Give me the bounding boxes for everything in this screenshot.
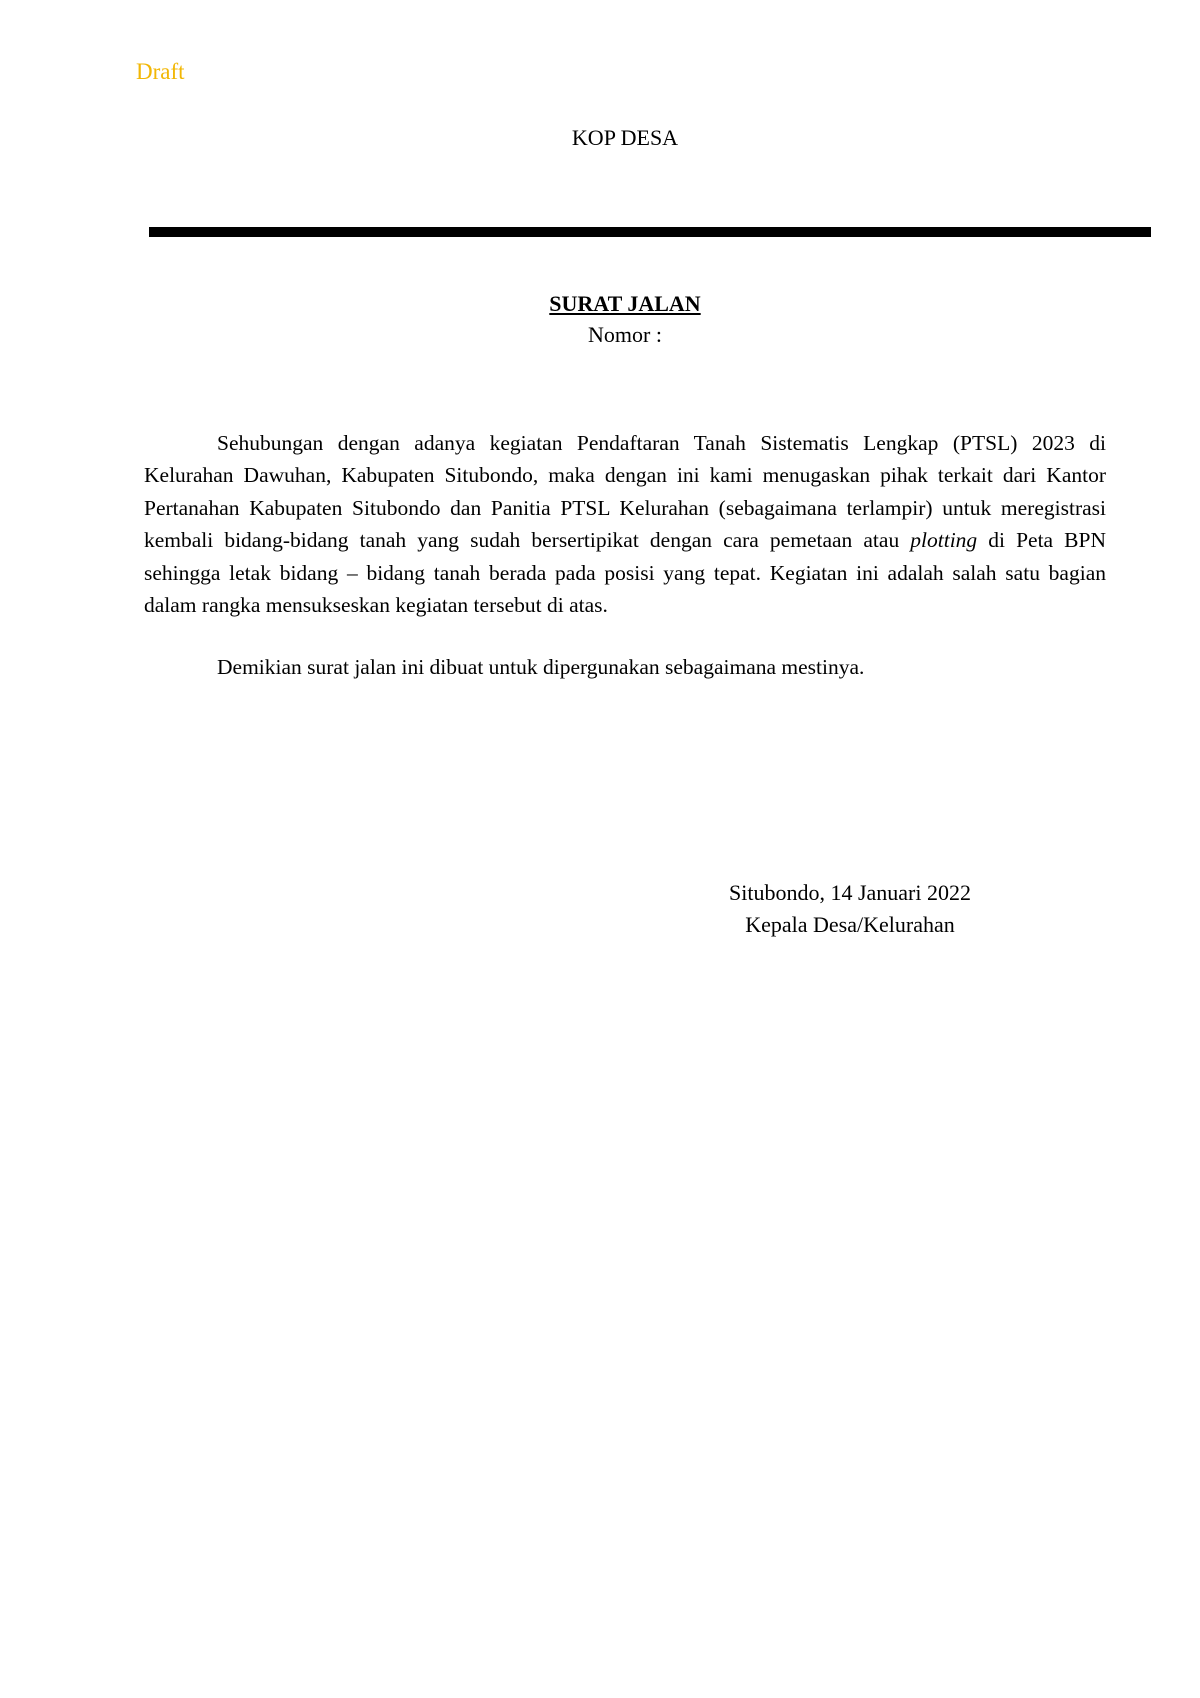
body-paragraph-1 (144, 427, 1106, 621)
letter-title: SURAT JALAN (549, 291, 701, 316)
body-paragraph-2: Demikian surat jalan ini dibuat untuk dipergunakan sebagaimana mestinya. (217, 655, 865, 680)
paragraph-1-text-start: Sehubungan dengan adanya kegiatan Pendaftaran Tanah Sistematis Lengkap (PTSL) 2023 di Kelurahan Dawuhan, Kabupaten Situbondo, maka dengan ini kami menugaskan pihak terkait dari Kantor Pertanahan Kabupaten Situbondo dan Panitia PTSL Kelurahan (sebagaimana terlampir) untuk meregistrasi kembali bidang-bidang tanah yang sudah bersertipikat dengan cara pemetaan atau (144, 431, 1106, 553)
signature-block (700, 877, 1000, 941)
letterhead-placeholder: KOP DESA (571, 125, 679, 150)
paragraph-1-text-end: di Peta BPN sehingga letak bidang – bidang tanah berada pada posisi yang tepat. Kegiatan ini adalah salah satu bagian dalam rangka mensukseskan kegiatan tersebut di atas. (144, 528, 1106, 618)
letter-body (144, 427, 1106, 684)
paragraph-1-italic-term: plotting (910, 528, 978, 553)
draft-label: Draft (136, 59, 185, 84)
signature-position: Kepala Desa/Kelurahan (745, 912, 955, 937)
letter-number: Nomor : (588, 322, 662, 347)
letter-header (0, 288, 1200, 350)
letterhead-divider (149, 227, 1151, 237)
signature-place-date: Situbondo, 14 Januari 2022 (729, 880, 971, 905)
